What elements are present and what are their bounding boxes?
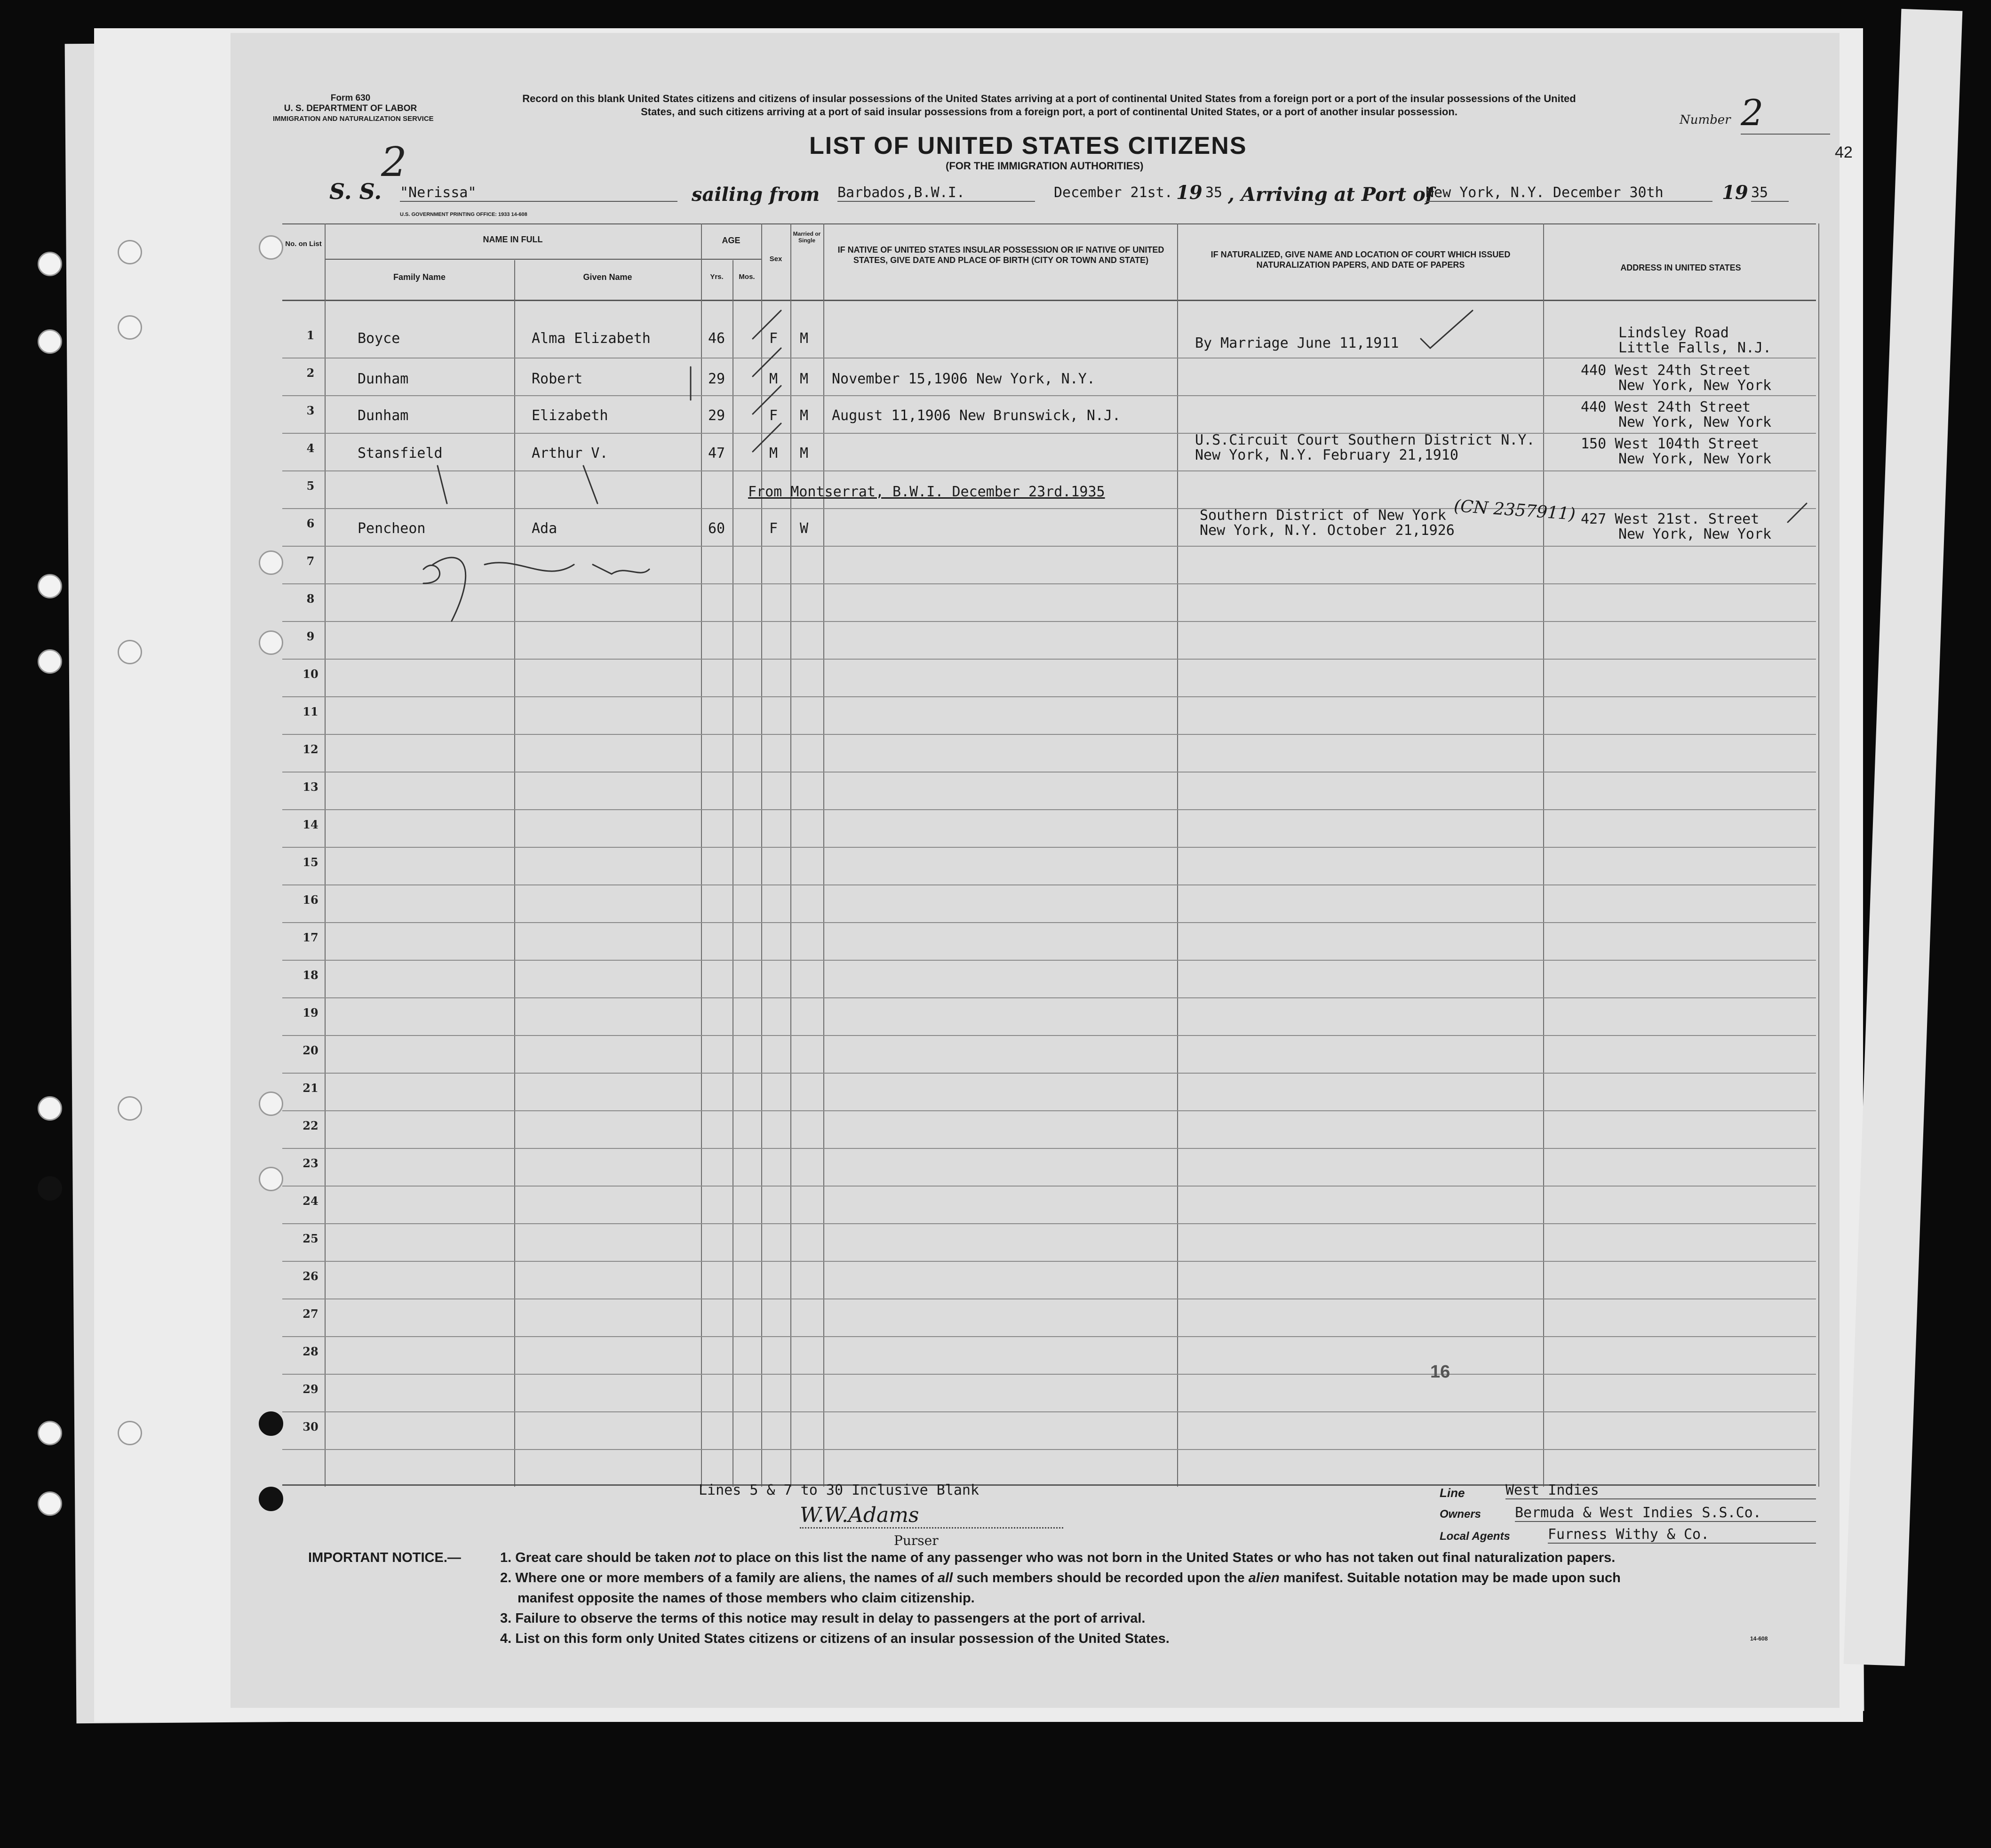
ss-label: S. S. <box>329 179 382 204</box>
year-1: 35 <box>1205 184 1223 201</box>
header-birth: IF NATIVE OF UNITED STATES INSULAR POSSESSION OR IF NATIVE OF UNITED STATES, GIVE DATE AND PLACE OF BIRTH (CITY OR TOWN AND STATE) <box>837 245 1164 265</box>
row-number: 2 <box>306 366 315 380</box>
row-rule <box>282 997 1816 998</box>
age-years: 47 <box>708 445 725 462</box>
row-rule <box>282 1298 1816 1299</box>
family-name: Dunham <box>358 407 409 424</box>
row-rule <box>282 696 1816 697</box>
row-number: 28 <box>303 1345 319 1358</box>
row-rule <box>282 734 1816 735</box>
address-line-2: New York, New York <box>1618 414 1772 430</box>
binder-hole <box>118 240 142 264</box>
header-given-name: Given Name <box>583 272 632 282</box>
binder-hole <box>259 1091 283 1116</box>
family-name: Dunham <box>358 371 409 387</box>
given-name: Alma Elizabeth <box>532 330 651 347</box>
sex: F <box>769 520 778 537</box>
address-line-1: Lindsley Road <box>1618 325 1729 341</box>
year-prefix-1: 19 <box>1176 182 1203 204</box>
notice-item-1 <box>500 1548 1615 1568</box>
notice-emphasis: alien <box>1248 1570 1280 1585</box>
print-office: U.S. GOVERNMENT PRINTING OFFICE: 1933 14-608 <box>400 212 527 217</box>
row-rule <box>282 1073 1816 1074</box>
address-line-2: New York, New York <box>1618 526 1772 542</box>
address-line-2: Little Falls, N.J. <box>1618 340 1772 356</box>
form-number: Form 630 <box>330 93 371 103</box>
row-number: 20 <box>303 1043 319 1057</box>
notice-text: such members should be recorded upon the <box>953 1570 1249 1585</box>
row-rule <box>282 1186 1816 1187</box>
binder-hole <box>38 1096 62 1121</box>
naturalization-line-2: New York, N.Y. February 21,1910 <box>1195 447 1458 463</box>
binder-hole <box>38 574 62 598</box>
notice-item-3: 3. Failure to observe the terms of this notice may result in delay to passengers at the port of arrival. <box>500 1611 1146 1626</box>
row-number: 3 <box>306 404 315 417</box>
row-rule <box>282 884 1816 885</box>
binder-hole <box>38 252 62 276</box>
binder-hole <box>259 1487 283 1511</box>
header-married: Married or Single <box>793 231 821 244</box>
header-yrs: Yrs. <box>710 273 724 281</box>
header-mos: Mos. <box>739 273 755 281</box>
owners-label: Owners <box>1440 1508 1481 1521</box>
binder-hole <box>259 1167 283 1191</box>
row-rule <box>282 1411 1816 1412</box>
name-subheader-rule <box>325 259 701 260</box>
form-instructions: Record on this blank United States citizens and citizens of insular possessions of the United States arriving at a port of continental United States from a foreign port or a port of the insular possessions of the United States, and such citizens arriving at a port of said insular possessions from a foreign port, a port of continental United States, or a port of another insular possession. <box>522 93 1576 118</box>
form-id-block <box>273 93 434 124</box>
marital-status: M <box>800 371 809 387</box>
age-years: 46 <box>708 330 725 347</box>
montserrat-note: From Montserrat, B.W.I. December 23rd.1935 <box>748 484 1105 500</box>
binder-hole <box>38 1421 62 1445</box>
given-name: Arthur V. <box>532 445 608 462</box>
row-rule <box>282 960 1816 961</box>
notice-item-2-cont: manifest opposite the names of those members who claim citizenship. <box>518 1591 975 1606</box>
row-rule <box>282 922 1816 923</box>
line-label: Line <box>1440 1486 1465 1500</box>
naturalization-line-1: U.S.Circuit Court Southern District N.Y. <box>1195 432 1535 448</box>
row-number: 22 <box>303 1119 319 1132</box>
notice-item-2 <box>500 1568 1621 1588</box>
marital-status: M <box>800 407 809 424</box>
header-no: No. on List <box>285 240 322 248</box>
row-number: 27 <box>303 1307 319 1321</box>
notice-text: 2. Where one or more members of a family are aliens, the names of <box>500 1570 938 1585</box>
row-number: 10 <box>303 667 319 681</box>
row-rule <box>282 1035 1816 1036</box>
row-rule <box>282 847 1816 848</box>
binder-hole <box>259 235 283 260</box>
family-name: Stansfield <box>358 445 443 462</box>
naturalization-line-2: New York, N.Y. October 21,1926 <box>1200 522 1455 539</box>
age-years: 29 <box>708 371 725 387</box>
address-line-2: New York, New York <box>1618 451 1772 467</box>
row-rule <box>282 1336 1816 1337</box>
address-line-1: 427 West 21st. Street <box>1581 511 1760 527</box>
header-age: AGE <box>722 236 741 245</box>
page-subtitle: (FOR THE IMMIGRATION AUTHORITIES) <box>946 160 1144 172</box>
birth-info: November 15,1906 New York, N.Y. <box>832 371 1095 387</box>
header-name-in-full: NAME IN FULL <box>483 235 543 244</box>
row-number: 19 <box>303 1006 319 1020</box>
purser-label: Purser <box>894 1533 939 1548</box>
year-prefix-2: 19 <box>1722 182 1748 204</box>
binder-hole <box>259 550 283 575</box>
handwritten-check-marks <box>282 301 1835 630</box>
naturalization-line-1: Southern District of New York <box>1200 507 1446 524</box>
row-number: 24 <box>303 1194 319 1208</box>
row-number: 25 <box>303 1232 319 1245</box>
row-number: 29 <box>303 1382 319 1396</box>
marital-status: M <box>800 445 809 462</box>
page-title: LIST OF UNITED STATES CITIZENS <box>809 132 1247 159</box>
naturalization-line-1: By Marriage June 11,1911 <box>1195 335 1399 351</box>
number-value: 2 <box>1741 92 1830 135</box>
address-line-1: 440 West 24th Street <box>1581 399 1751 415</box>
line-value: West Indies <box>1505 1482 1816 1499</box>
row-rule <box>282 1110 1816 1111</box>
binder-hole <box>118 640 142 664</box>
page-corner-number: 42 <box>1835 143 1853 161</box>
header-family-name: Family Name <box>393 272 446 282</box>
sex: F <box>769 407 778 424</box>
binder-hole <box>38 329 62 354</box>
address-line-1: 150 West 104th Street <box>1581 436 1760 452</box>
row-number: 14 <box>303 818 319 831</box>
row-number: 15 <box>303 855 319 869</box>
given-name: Elizabeth <box>532 407 608 424</box>
owners-value: Bermuda & West Indies S.S.Co. <box>1515 1505 1816 1522</box>
notice-item-4: 4. List on this form only United States citizens or citizens of an insular possession of the United States. <box>500 1631 1170 1646</box>
sailing-label: sailing from <box>692 183 820 206</box>
page-stamp: 16 <box>1430 1362 1450 1382</box>
row-number: 9 <box>306 629 315 643</box>
blank-lines-note: Lines 5 & 7 to 30 Inclusive Blank <box>699 1482 980 1498</box>
family-name: Pencheon <box>358 520 426 537</box>
sex: M <box>769 445 778 462</box>
cn-annotation: (CN 2357911) <box>1453 496 1577 524</box>
address-line-1: 440 West 24th Street <box>1581 362 1751 379</box>
row-number: 5 <box>306 479 315 493</box>
age-subheader-rule <box>701 259 762 260</box>
ship-name: "Nerissa" <box>400 184 677 202</box>
purser-signature: W.W.Adams <box>800 1503 1063 1529</box>
binder-hole <box>259 630 283 655</box>
sex: F <box>769 330 778 347</box>
notice-text: 1. Great care should be taken <box>500 1550 694 1565</box>
row-number: 6 <box>306 517 315 530</box>
handwritten-mark: 2 <box>381 139 407 186</box>
department: U. S. DEPARTMENT OF LABOR <box>284 104 417 113</box>
binder-hole <box>259 1411 283 1436</box>
binder-hole <box>38 649 62 674</box>
header-naturalized: IF NATURALIZED, GIVE NAME AND LOCATION OF COURT WHICH ISSUED NATURALIZATION PAPERS, AND DATE OF PAPERS <box>1211 250 1511 270</box>
row-number: 18 <box>303 968 319 982</box>
binder-hole <box>118 1421 142 1445</box>
agents-value: Furness Withy & Co. <box>1548 1526 1816 1544</box>
row-rule <box>282 659 1816 660</box>
departure-date: December 21st. <box>1054 184 1173 201</box>
notice-heading: IMPORTANT NOTICE.— <box>308 1550 461 1565</box>
binder-hole <box>38 1176 62 1201</box>
year-2: 35 <box>1751 184 1789 202</box>
row-number: 4 <box>306 441 315 455</box>
service: IMMIGRATION AND NATURALIZATION SERVICE <box>273 115 434 123</box>
birth-info: August 11,1906 New Brunswick, N.J. <box>832 407 1121 424</box>
row-rule <box>282 1449 1816 1450</box>
manifest-page <box>231 33 1840 1708</box>
arrival-port-date: New York, N.Y. December 30th <box>1426 184 1712 202</box>
row-number: 11 <box>303 705 319 718</box>
arriving-label: , Arriving at Port of <box>1228 183 1434 206</box>
age-years: 60 <box>708 520 725 537</box>
row-number: 7 <box>306 554 315 568</box>
family-name: Boyce <box>358 330 400 347</box>
row-number: 13 <box>303 780 319 794</box>
header-sex: Sex <box>769 255 782 263</box>
binder-hole <box>118 315 142 340</box>
row-number: 12 <box>303 742 319 756</box>
age-years: 29 <box>708 407 725 424</box>
row-number: 16 <box>303 893 319 907</box>
row-rule <box>282 1374 1816 1375</box>
binder-hole <box>38 1491 62 1516</box>
row-number: 26 <box>303 1269 319 1283</box>
notice-text: manifest. Suitable notation may be made upon such <box>1279 1570 1621 1585</box>
sex: M <box>769 371 778 387</box>
marital-status: M <box>800 330 809 347</box>
row-number: 8 <box>306 592 315 605</box>
given-name: Robert <box>532 371 583 387</box>
given-name: Ada <box>532 520 557 537</box>
agents-label: Local Agents <box>1440 1530 1510 1543</box>
row-rule <box>282 1223 1816 1224</box>
table-top-rule <box>282 223 1816 224</box>
row-number: 17 <box>303 931 319 944</box>
notice-text: to place on this list the name of any passenger who was not born in the United States or who has not taken out final naturalization papers. <box>715 1550 1616 1565</box>
row-rule <box>282 1148 1816 1149</box>
form-code-bottom: 14-608 <box>1750 1635 1768 1642</box>
row-number: 23 <box>303 1156 319 1170</box>
notice-emphasis: all <box>937 1570 953 1585</box>
row-rule <box>282 809 1816 810</box>
row-rule <box>282 772 1816 773</box>
row-number: 1 <box>306 328 315 342</box>
number-label: Number <box>1680 113 1731 127</box>
row-number: 21 <box>303 1081 319 1095</box>
header-address: ADDRESS IN UNITED STATES <box>1620 263 1741 272</box>
marital-status: W <box>800 520 809 537</box>
row-number: 30 <box>303 1420 319 1434</box>
notice-emphasis: not <box>694 1550 716 1565</box>
address-line-2: New York, New York <box>1618 377 1772 394</box>
row-rule <box>282 1261 1816 1262</box>
from-port: Barbados,B.W.I. <box>837 184 1035 202</box>
binder-hole <box>118 1096 142 1121</box>
